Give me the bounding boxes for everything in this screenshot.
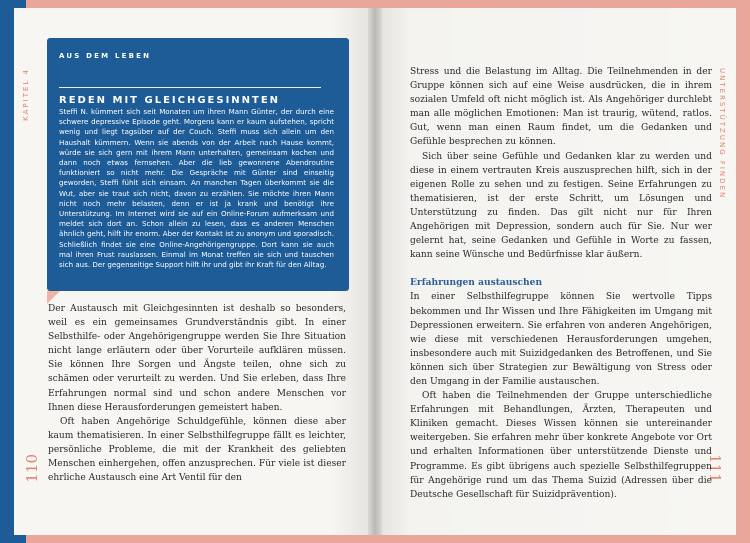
info-box-header: AUS DEM LEBEN xyxy=(59,52,152,60)
paragraph: Oft haben die Teilnehmenden der Gruppe unterschiedliche Erfahrungen mit Behandlungen, Ärzten, Therapeuten und Kliniken gemacht. Dieses Wissen können sie untereinander weitergeben. Sie erfahren mehr über konkrete Angebote vor Ort und erhalten Informationen über unterstützende Dienste und Programme. Es gibt übrigens auch spezielle Selbsthilfegruppen für Angehörige rund um das Thema Suizid (Adressen über die Deutsche Gesellschaft für Suizidprävention). xyxy=(410,391,712,500)
info-box-divider xyxy=(59,87,321,88)
right-page xyxy=(374,8,736,535)
section-label: UNTERSTÜTZUNG FINDEN xyxy=(718,68,726,200)
paragraph: Sich über seine Gefühle und Gedanken klar zu werden und diese in einem vertrauten Kreis auszusprechen hilft, sich in der eigenen Rolle zu sehen und zu festigen. Seine Erfahrungen zu thematisieren, ist der erste Schritt, um Lösungen und Unterstützung zu finden. Das gilt nicht nur für Ihren Angehörigen mit Depression, sondern auch für Sie. Nur wer gelernt hat, seine Gedanken und Gefühle in Worte zu fassen, kann seine Wünsche und Bedürfnisse klar äußern. xyxy=(410,151,712,261)
left-page xyxy=(14,8,374,535)
paragraph: In einer Selbsthilfegruppe können Sie wertvolle Tipps bekommen und Ihr Wissen und Ihre Fähigkeiten im Umgang mit Depressionen erweitern. Sie erfahren von anderen Angehörigen, wie diese mit verschiedenen Herausforderungen umgehen, insbesondere auch mit Suizidgedanken des Betroffenen, und Sie können sich über Strategien zur Bewältigung von Stress oder den Umgang in der Familie austauschen. xyxy=(410,292,712,387)
page-number-left: 110 xyxy=(23,454,41,483)
paragraph: Stress und die Belastung im Alltag. Die Teilnehmenden in der Gruppe können sich auf eine Weise ausdrücken, die in ihrem sozialen Umfeld oft nicht möglich ist. Als Angehöriger durchlebt man alle möglichen Emotionen: Man ist traurig, wütend, ratlos. Gut, wenn man einen Raum findet, um die Gedanken und Gefühle besprechen zu können. xyxy=(410,67,712,148)
paragraph: Der Austausch mit Gleichgesinnten ist deshalb so besonders, weil es ein gemeinsames Grundverständnis gibt. In einer Selbsthilfe- oder Angehörigengruppe werden Sie Ihre Situation nicht lange erläutern oder über Vorurteile aufklären müssen. Sie können Ihre Sorgen und Ängste teilen, ohne sich zu schämen oder verurteilt zu werden. Und Sie erleben, dass Ihre Erfahrungen normal sind und schon andere Menschen vor Ihnen diese Herausforderungen gemeistert haben. xyxy=(48,304,346,413)
book-spine-shadow xyxy=(368,8,382,535)
subheading: Erfahrungen austauschen xyxy=(410,277,543,289)
right-body-text xyxy=(410,65,712,502)
info-box-text: Steffi N. kümmert sich seit Monaten um ihren Mann Günter, der durch eine schwere depressive Episode geht. Morgens kann er kaum aufstehen, spricht wenig und liegt tagsüber auf der Couch. Steffi muss sich allein um den Haushalt kümmern. Wenn sie abends von der Arbeit nach Hause kommt, würde sie sich gern mit ihrem Mann unterhalten, gemeinsam kochen und dann noch etwas fernsehen. Aber die lieb gewonnene Abendroutine funktioniert so nicht mehr. Die Gespräche mit Günter sind einseitig geworden, Steffi fühlt sich einsam. An manchen Tagen überkommt sie die Wut, aber sie traut sich nicht, davon zu erzählen. Sie möchte ihren Mann nicht noch mehr belasten, denn er ist ja krank und benötigt ihre Unterstützung. Im Internet wird sie auf ein Online-Forum aufmerksam und meldet sich dort an. Schon allein zu lesen, dass es anderen Menschen ähnlich geht, hilft ihr enorm. Aber der Kontakt ist zu anonym und sporadisch. Schließlich findet sie eine Online-Angehörigengruppe. Dort kann sie auch mal ihren Frust rauslassen. Einmal im Monat treffen sie sich und tauschen sich aus. Der gegenseitige Support hilft ihr und gibt ihr Kraft für den Alltag. xyxy=(59,107,334,270)
page-number-right: 111 xyxy=(706,454,724,483)
chapter-label: KAPITEL 4 xyxy=(22,68,30,121)
info-box xyxy=(47,38,349,291)
paragraph: Oft haben Angehörige Schuldgefühle, können diese aber kaum thematisieren. In einer Selbsthilfegruppe fällt es leichter, persönliche Probleme, die mit der Krankheit des geliebten Menschen einhergehen, offen anzusprechen. Für viele ist dieser ehrliche Austausch eine Art Ventil für den xyxy=(48,416,346,484)
left-body-text xyxy=(48,302,346,485)
info-box-title: REDEN MIT GLEICHGESINNTEN xyxy=(59,95,281,106)
